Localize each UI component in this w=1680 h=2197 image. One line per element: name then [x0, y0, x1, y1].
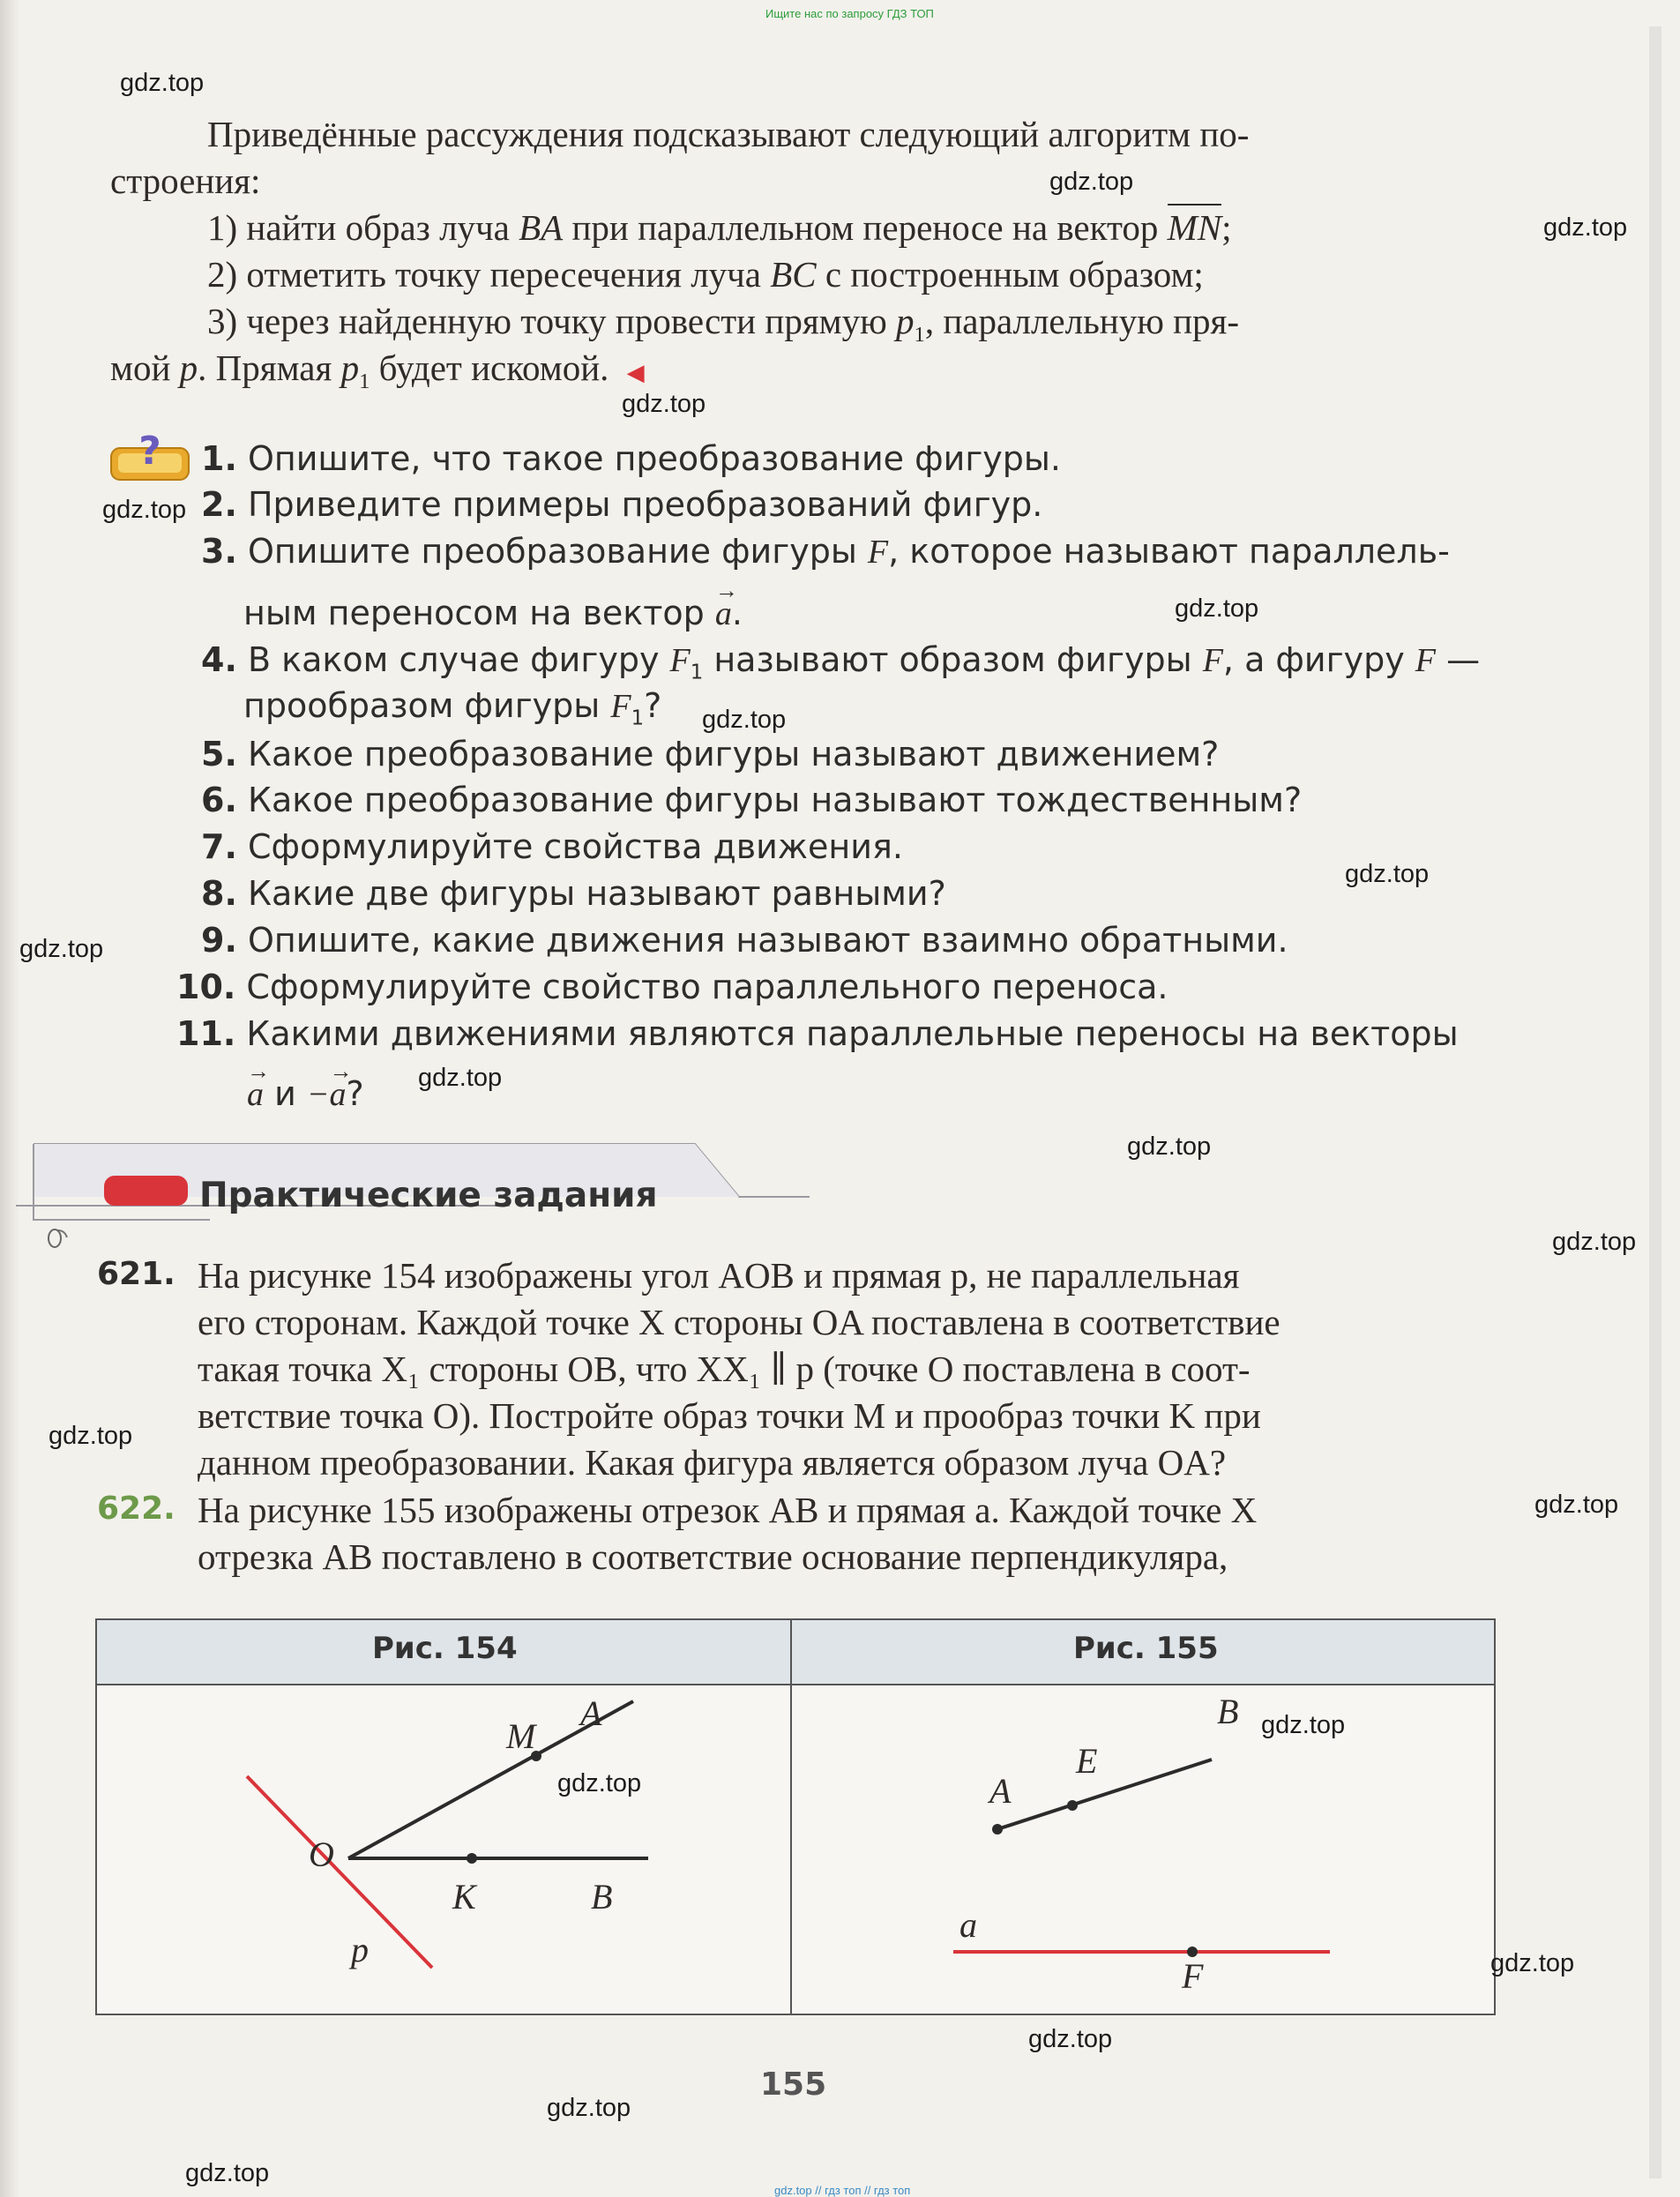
- line6-text: мой: [110, 347, 180, 388]
- exercise-622-number: 622.: [97, 1491, 175, 1527]
- watermark[interactable]: gdz.top: [49, 1422, 133, 1450]
- exercise-621-line-5: данном преобразовании. Какая фигура является образом луча OA?: [198, 1442, 1227, 1483]
- q6-text: Какое преобразование фигуры называют тождественным?: [247, 781, 1303, 819]
- step1-end: ;: [1221, 207, 1232, 248]
- watermark[interactable]: gdz.top: [622, 390, 706, 418]
- watermark[interactable]: gdz.top: [557, 1769, 642, 1797]
- watermark[interactable]: gdz.top: [547, 2094, 631, 2122]
- fig155-drawing: [792, 1684, 1494, 2012]
- q7-number: 7.: [201, 827, 237, 866]
- fig154-label-b: B: [591, 1877, 613, 1917]
- step1-text-mid: при параллельном переносе на вектор: [563, 207, 1168, 248]
- q2-text: Приведите примеры преобразований фигур.: [247, 485, 1043, 524]
- watermark[interactable]: gdz.top: [1175, 594, 1259, 623]
- exercise-621-line-2: его сторонам. Каждой точке X стороны OA поставлена в соответствие: [198, 1302, 1281, 1342]
- question-6: [201, 777, 1302, 823]
- q4-var-3: F: [1415, 642, 1436, 679]
- q4-text-c: , а фигуру: [1222, 640, 1415, 679]
- q7-text: Сформулируйте свойства движения.: [247, 827, 903, 866]
- exercise-621-line-3: такая точка X₁ стороны OB, что XX₁ ∥ p (точке O поставлена в соот-: [198, 1349, 1251, 1389]
- q4-end: ?: [644, 686, 662, 725]
- fig155-label-f: F: [1182, 1956, 1204, 1996]
- q4-text-d: —: [1435, 640, 1481, 679]
- step2-text: 2) отметить точку пересечения луча: [207, 254, 771, 295]
- watermark[interactable]: gdz.top: [1028, 2025, 1113, 2053]
- section-title: Практические задания: [199, 1176, 658, 1215]
- question-11: [176, 1011, 1459, 1057]
- step3-end: , параллельную пря-: [924, 301, 1240, 341]
- point-k: [467, 1853, 477, 1864]
- figures-header: [97, 1620, 1494, 1685]
- step3-var: p: [896, 301, 915, 341]
- q6-number: 6.: [201, 781, 237, 819]
- q11-text: Какими движениями являются параллельные переносы на векторы: [246, 1014, 1459, 1053]
- watermark[interactable]: gdz.top: [185, 2159, 270, 2187]
- q3-text: Опишите преобразование фигуры: [247, 532, 868, 571]
- q11-vector-a: → a: [247, 1072, 264, 1117]
- exercise-622-line-2: отрезка AB поставлено в соответствие основание перпендикуляра,: [198, 1536, 1228, 1577]
- watermark[interactable]: gdz.top: [120, 69, 205, 97]
- figures-table: [95, 1618, 1496, 2015]
- q3-end: .: [731, 594, 743, 632]
- intro-step-2: [207, 251, 1204, 297]
- fig154-drawing: [97, 1684, 790, 2012]
- segment-ab: [997, 1760, 1212, 1829]
- point-a: [992, 1824, 1003, 1835]
- watermark[interactable]: gdz.top: [1543, 213, 1628, 242]
- q11-minus: −: [306, 1076, 330, 1113]
- question-9: [201, 917, 1288, 963]
- fig154-label-m: M: [506, 1716, 536, 1756]
- q4-var-1: F: [669, 642, 691, 679]
- question-1: [201, 436, 1061, 482]
- line6-var: p: [179, 347, 198, 388]
- question-10: [176, 964, 1168, 1010]
- line-p: [247, 1776, 432, 1968]
- q4-text-b: называют образом фигуры: [703, 640, 1203, 679]
- watermark[interactable]: gdz.top: [1127, 1132, 1212, 1161]
- step2-ray: BC: [770, 254, 817, 295]
- step1-ray: BA: [519, 207, 564, 248]
- q4-var-4: F: [610, 688, 631, 725]
- intro-line-1: Приведённые рассуждения подсказывают следующий алгоритм по-: [207, 114, 1250, 154]
- question-3-cont: [243, 590, 743, 637]
- line6-var2: p: [340, 347, 360, 388]
- step2-end: с построенным образом;: [816, 254, 1204, 295]
- fig154-label-k: K: [452, 1877, 476, 1917]
- svg-text:?: ?: [138, 429, 161, 474]
- question-3: [201, 528, 1450, 575]
- watermark[interactable]: gdz.top: [1049, 168, 1134, 196]
- q11-end: ?: [346, 1074, 364, 1113]
- exercise-622-line-1: На рисунке 155 изображены отрезок AB и прямая a. Каждой точке X: [198, 1490, 1258, 1530]
- q9-text: Опишите, какие движения называют взаимно обратными.: [247, 921, 1288, 960]
- q3-text-c: ным переносом на вектор: [243, 594, 715, 632]
- intro-step-1: [207, 205, 1232, 250]
- q4-number: 4.: [201, 640, 237, 679]
- watermark[interactable]: gdz.top: [1490, 1949, 1575, 1977]
- header-note[interactable]: Ищите нас по запросу ГДЗ ТОП: [765, 7, 934, 20]
- question-11-cont: [247, 1071, 364, 1117]
- exercise-621-number: 621.: [97, 1256, 175, 1292]
- watermark[interactable]: gdz.top: [702, 706, 787, 734]
- q4-text: В каком случае фигуру: [247, 640, 670, 679]
- fig155-label-a: A: [989, 1771, 1012, 1811]
- q3-text-b: , которое называют параллель-: [888, 532, 1450, 571]
- question-mark-icon: [109, 429, 190, 473]
- q3-vector-a: → a: [715, 591, 732, 637]
- fig155-title: Рис. 155: [1073, 1631, 1219, 1666]
- q1-number: 1.: [201, 439, 237, 478]
- line6-mid: . Прямая: [198, 347, 341, 388]
- q4-var-2: F: [1202, 642, 1223, 679]
- q8-number: 8.: [201, 874, 237, 913]
- fig155-label-a-line: a: [959, 1905, 977, 1945]
- q3-var: F: [867, 534, 889, 571]
- exercise-621-line-1: На рисунке 154 изображены угол AOB и прямая p, не параллельная: [198, 1255, 1240, 1296]
- q5-text: Какое преобразование фигуры называют движением?: [247, 735, 1220, 773]
- page-edge-right: [1649, 26, 1661, 2178]
- section-bullet-icon: [48, 1229, 62, 1248]
- question-7: [201, 824, 903, 870]
- point-e: [1067, 1800, 1078, 1811]
- q4-sub-2: 1: [631, 706, 645, 730]
- fig154-title: Рис. 154: [372, 1631, 518, 1666]
- question-2: [201, 482, 1042, 527]
- q1-text: Опишите, что такое преобразование фигуры.: [247, 439, 1061, 478]
- q4-sub-1: 1: [690, 661, 704, 684]
- q11-and: и: [264, 1074, 307, 1113]
- q11-number: 11.: [176, 1014, 236, 1053]
- line6-end: будет искомой.: [370, 347, 609, 388]
- vector-mn: MN: [1168, 204, 1222, 248]
- q10-text: Сформулируйте свойство параллельного переноса.: [246, 968, 1169, 1006]
- q2-number: 2.: [201, 485, 237, 524]
- question-5: [201, 731, 1219, 777]
- q11-vector-minus-a: → a: [330, 1072, 347, 1117]
- fig155-label-e: E: [1076, 1741, 1098, 1781]
- intro-line-6: [110, 345, 645, 405]
- watermark[interactable]: gdz.top: [1534, 1491, 1619, 1519]
- fig154-label-a: A: [580, 1693, 602, 1733]
- watermark[interactable]: gdz.top: [102, 496, 187, 524]
- exercise-621-line-4: ветствие точка O). Постройте образ точки M и прообраз точки K при: [198, 1395, 1261, 1436]
- watermark[interactable]: gdz.top: [1261, 1711, 1346, 1739]
- step3-sub: 1: [914, 323, 925, 347]
- line6-sub: 1: [359, 370, 370, 394]
- q5-number: 5.: [201, 735, 237, 773]
- q8-text: Какие две фигуры называют равными?: [247, 874, 946, 913]
- fig155-label-b: B: [1217, 1692, 1239, 1731]
- watermark[interactable]: gdz.top: [1345, 860, 1430, 888]
- watermark[interactable]: gdz.top: [19, 935, 104, 963]
- fig154-label-o: O: [309, 1835, 334, 1874]
- q3-number: 3.: [201, 532, 237, 571]
- step1-text: 1) найти образ луча: [207, 207, 519, 248]
- step3-text: 3) через найденную точку провести прямую: [207, 301, 897, 341]
- question-8: [201, 871, 946, 916]
- footer-note[interactable]: gdz.top // гдз топ // гдз топ: [774, 2184, 911, 2197]
- intro-line-2: строения:: [110, 161, 261, 201]
- end-marker-icon: ◀: [626, 360, 645, 385]
- page-edge-left: [0, 0, 19, 2197]
- watermark[interactable]: gdz.top: [1552, 1228, 1637, 1256]
- fig154-label-p: p: [351, 1930, 369, 1969]
- watermark[interactable]: gdz.top: [418, 1064, 503, 1092]
- q10-number: 10.: [176, 968, 236, 1006]
- q9-number: 9.: [201, 921, 237, 960]
- q4-text-e: прообразом фигуры: [243, 686, 611, 725]
- page-number: 155: [760, 2066, 827, 2103]
